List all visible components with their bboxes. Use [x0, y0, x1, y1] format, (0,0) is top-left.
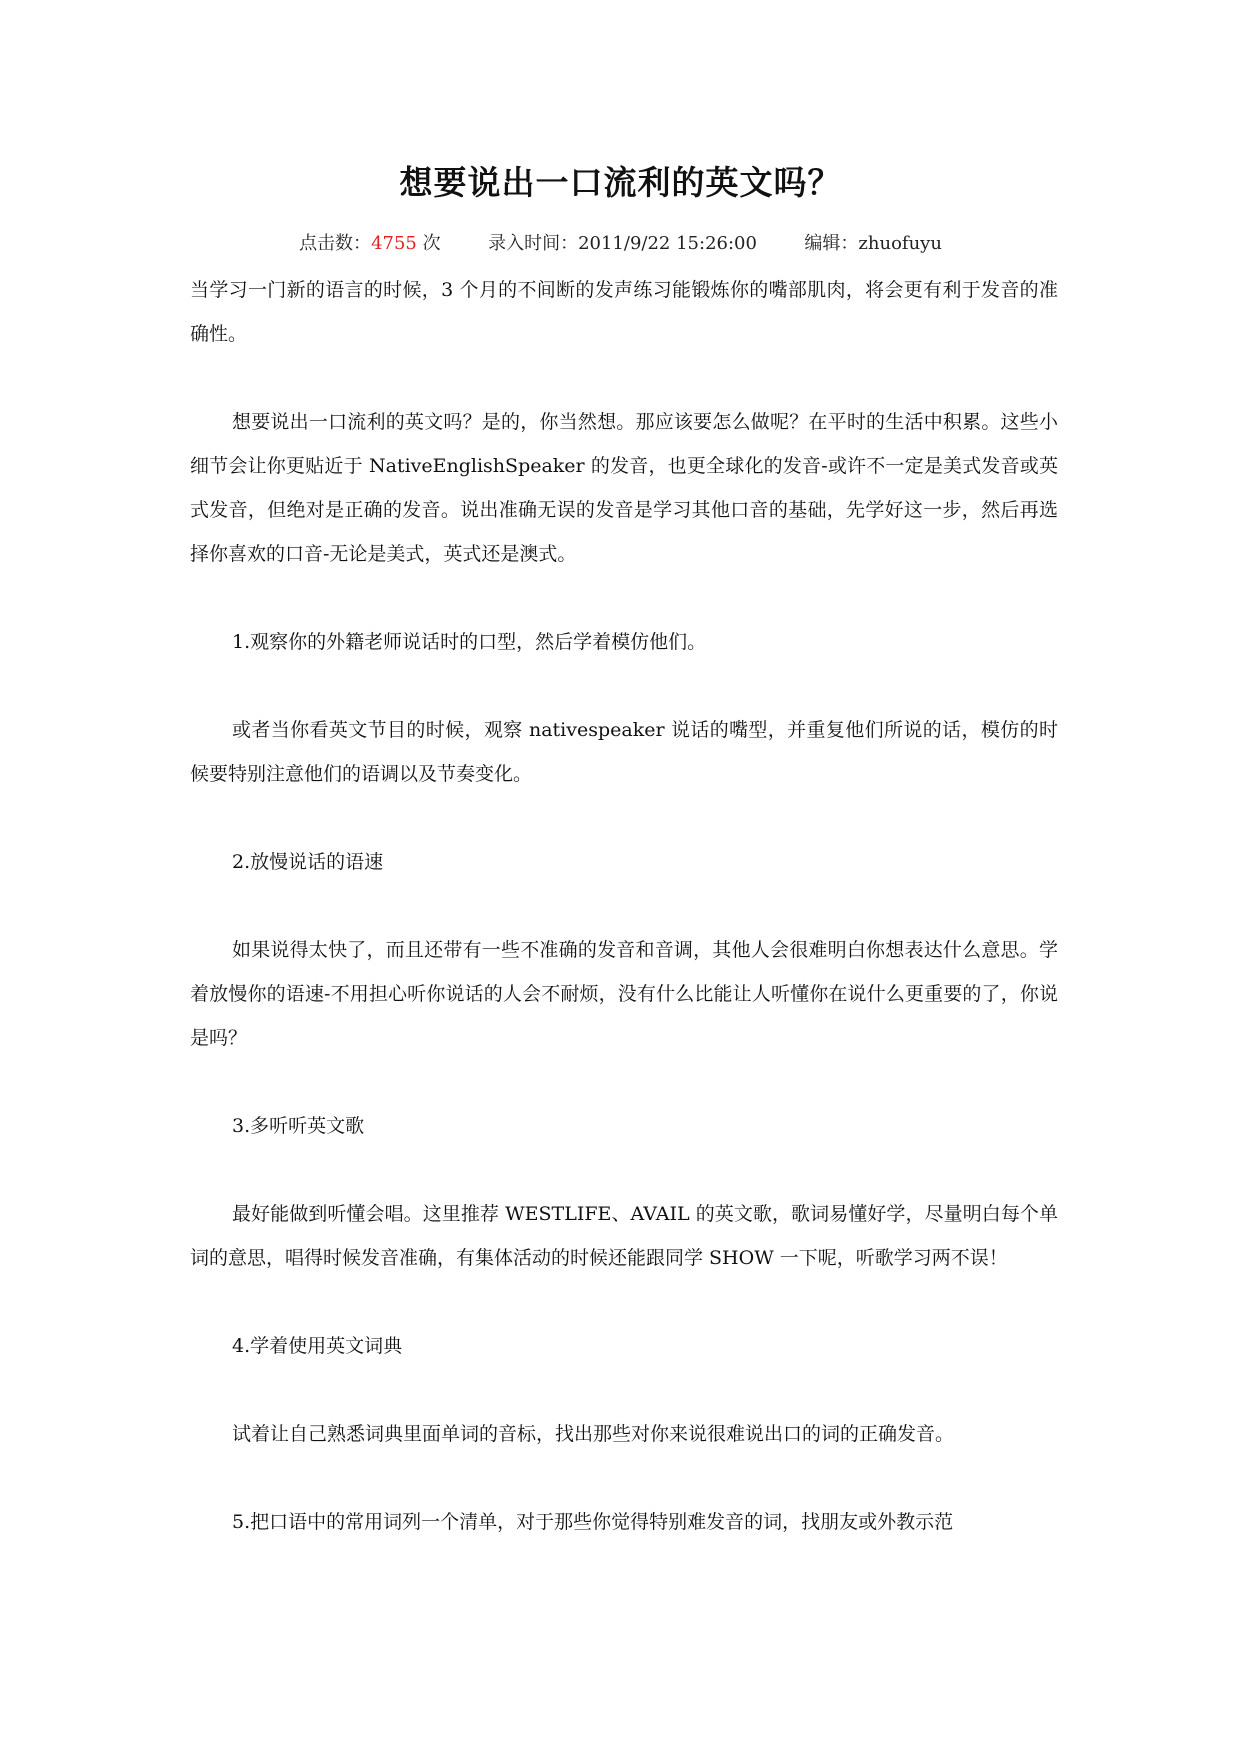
paragraph: 最好能做到听懂会唱。这里推荐 WESTLIFE、AVAIL 的英文歌，歌词易懂好学，尽量明白每个单词的意思，唱得时候发音准确，有集体活动的时候还能跟同学 SHOW 一下呢，听歌学习两不误！: [190, 1203, 1058, 1269]
paragraph: 如果说得太快了，而且还带有一些不准确的发音和音调，其他人会很难明白你想表达什么意思。学着放慢你的语速-不用担心听你说话的人会不耐烦，没有什么比能让人听懂你在说什么更重要的了，你说是吗？: [190, 939, 1058, 1049]
article-meta: [0, 230, 1241, 258]
clicks-unit: 次: [416, 233, 441, 254]
tip-heading: 5.把口语中的常用词列一个清单，对于那些你觉得特别难发音的词，找朋友或外教示范: [232, 1511, 954, 1533]
date-label: 录入时间：: [488, 233, 579, 254]
article-title: 想要说出一口流利的英文吗？: [399, 163, 842, 202]
editor-value: zhuofuyu: [858, 233, 942, 254]
date-value: 2011/9/22 15:26:00: [578, 233, 757, 254]
tip-heading: 1.观察你的外籍老师说话时的口型，然后学着模仿他们。: [232, 631, 707, 653]
tip-heading: 3.多听听英文歌: [232, 1115, 365, 1137]
paragraph: 想要说出一口流利的英文吗？是的，你当然想。那应该要怎么做呢？在平时的生活中积累。这些小细节会让你更贴近于 NativeEnglishSpeaker 的发音，也更全球化的发音-或许不一定是美式发音或英式发音，但绝对是正确的发音。说出准确无误的发音是学习其他口音的基础，先学好这一步，然后再选择你喜欢的口音-无论是美式，英式还是澳式。: [190, 411, 1058, 565]
paragraph: 或者当你看英文节目的时候，观察 nativespeaker 说话的嘴型，并重复他们所说的话，模仿的时候要特别注意他们的语调以及节奏变化。: [190, 719, 1058, 785]
paragraph: 试着让自己熟悉词典里面单词的音标，找出那些对你来说很难说出口的词的正确发音。: [232, 1423, 955, 1445]
paragraph-intro: 当学习一门新的语言的时候，3 个月的不间断的发声练习能锻炼你的嘴部肌肉，将会更有利于发音的准确性。: [190, 279, 1058, 345]
tip-heading: 4.学着使用英文词典: [232, 1335, 403, 1357]
clicks-label: 点击数：: [299, 233, 372, 254]
editor-label: 编辑：: [804, 233, 859, 254]
clicks-count: 4755: [371, 233, 417, 254]
tip-heading: 2.放慢说话的语速: [232, 851, 384, 873]
article-body: [190, 268, 1058, 1588]
